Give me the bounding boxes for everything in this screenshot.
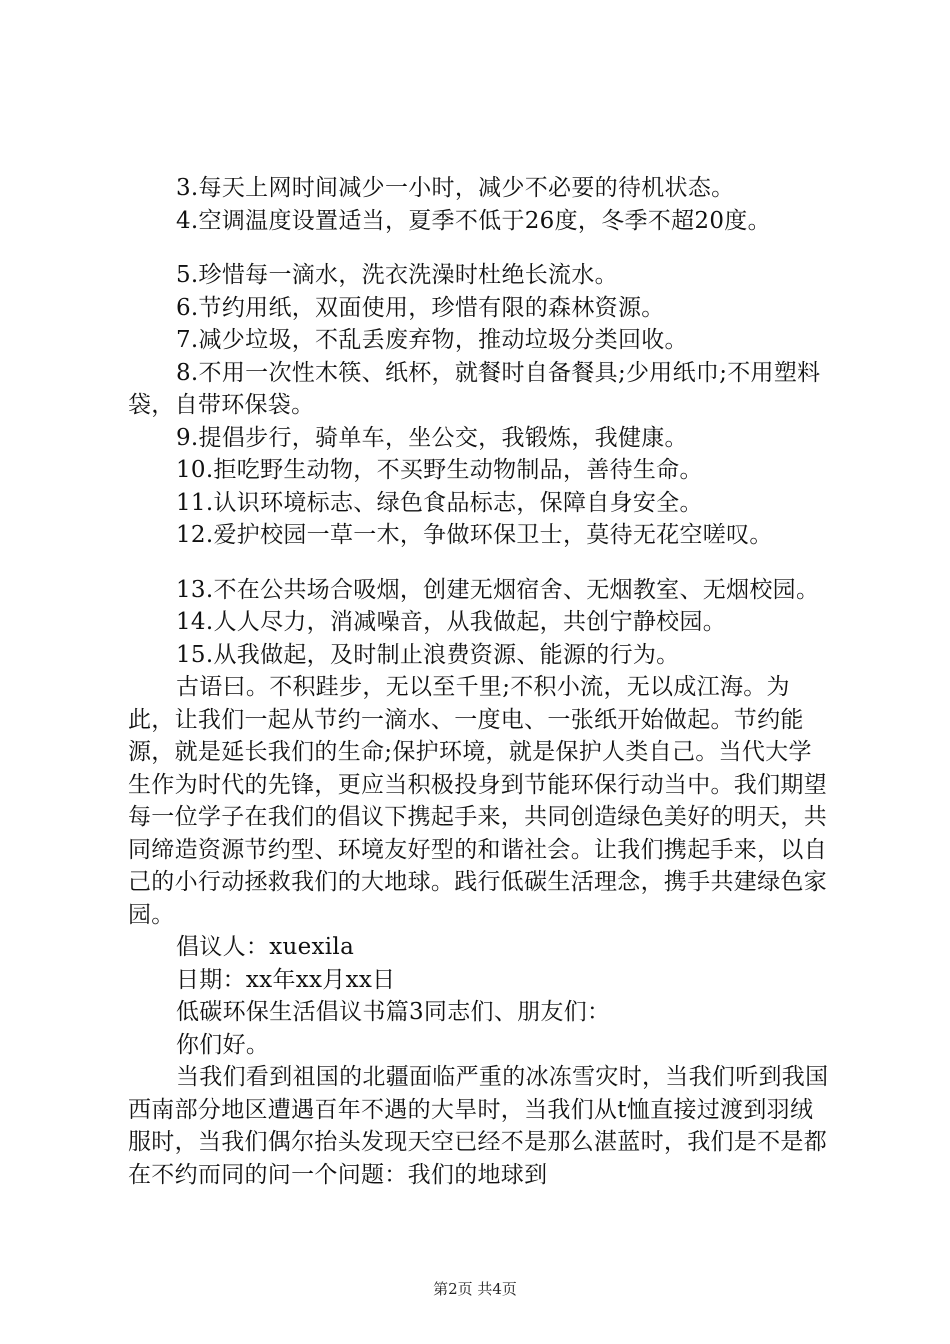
item-15: 15.从我做起，及时制止浪费资源、能源的行为。 bbox=[176, 641, 680, 668]
item-9: 9.提倡步行，骑单车，坐公交，我锻炼，我健康。 bbox=[176, 424, 688, 451]
item-4: 4.空调温度设置适当，夏季不低于26度，冬季不超20度。 bbox=[176, 207, 771, 234]
greeting: 你们好。 bbox=[176, 1031, 270, 1058]
signatory: 倡议人：xuexila bbox=[176, 934, 355, 960]
paragraph-gap bbox=[128, 237, 834, 259]
item-6: 6.节约用纸，双面使用，珍惜有限的森林资源。 bbox=[176, 294, 665, 321]
closing-paragraph: 古语曰。不积跬步，无以至千里;不积小流，无以成江海。为此，让我们一起从节约一滴水、一度电、一张纸开始做起。节约能源，就是延长我们的生命;保护环境，就是保护人类自己。当代大学生作为时代的先锋，更应当积极投身到节能环保行动当中。我们期望每一位学子在我们的倡议下携起手来，共同创造绿色美好的明天，共同缔造资源节约型、环境友好型的和谐社会。让我们携起手来，以自己的小行动拯救我们的大地球。践行低碳生活理念，携手共建绿色家园。 bbox=[128, 674, 827, 928]
paragraph-gap bbox=[128, 552, 834, 574]
item-10: 10.拒吃野生动物，不买野生动物制品，善待生命。 bbox=[176, 457, 703, 483]
item-3: 3.每天上网时间减少一小时，减少不必要的待机状态。 bbox=[176, 175, 735, 201]
item-8: 8.不用一次性木筷、纸杯，就餐时自备餐具;少用纸巾;不用塑料袋，自带环保袋。 bbox=[128, 359, 821, 418]
item-14: 14.人人尽力，消减噪音，从我做起，共创宁静校园。 bbox=[176, 609, 727, 635]
page-footer: 第2页 共4页 bbox=[433, 1280, 517, 1298]
document-body bbox=[128, 172, 834, 1191]
item-7: 7.减少垃圾，不乱丢废弃物，推动垃圾分类回收。 bbox=[176, 327, 688, 353]
item-5: 5.珍惜每一滴水，洗衣洗澡时杜绝长流水。 bbox=[176, 262, 618, 288]
item-13: 13.不在公共场合吸烟，创建无烟宿舍、无烟教室、无烟校园。 bbox=[176, 576, 820, 603]
section-heading: 低碳环保生活倡议书篇3同志们、朋友们： bbox=[176, 999, 611, 1025]
date-line: 日期：xx年xx月xx日 bbox=[176, 966, 396, 993]
item-12: 12.爱护校园一草一木，争做环保卫士，莫待无花空嗟叹。 bbox=[176, 522, 773, 548]
body-paragraph: 当我们看到祖国的北疆面临严重的冰冻雪灾时，当我们听到我国西南部分地区遭遇百年不遇的大旱时，当我们从t恤直接过渡到羽绒服时，当我们偶尔抬头发现天空已经不是那么湛蓝时，我们是不是都在不约而同的问一个问题：我们的地球到 bbox=[128, 1064, 829, 1188]
item-11: 11.认识环境标志、绿色食品标志，保障自身安全。 bbox=[176, 489, 703, 516]
